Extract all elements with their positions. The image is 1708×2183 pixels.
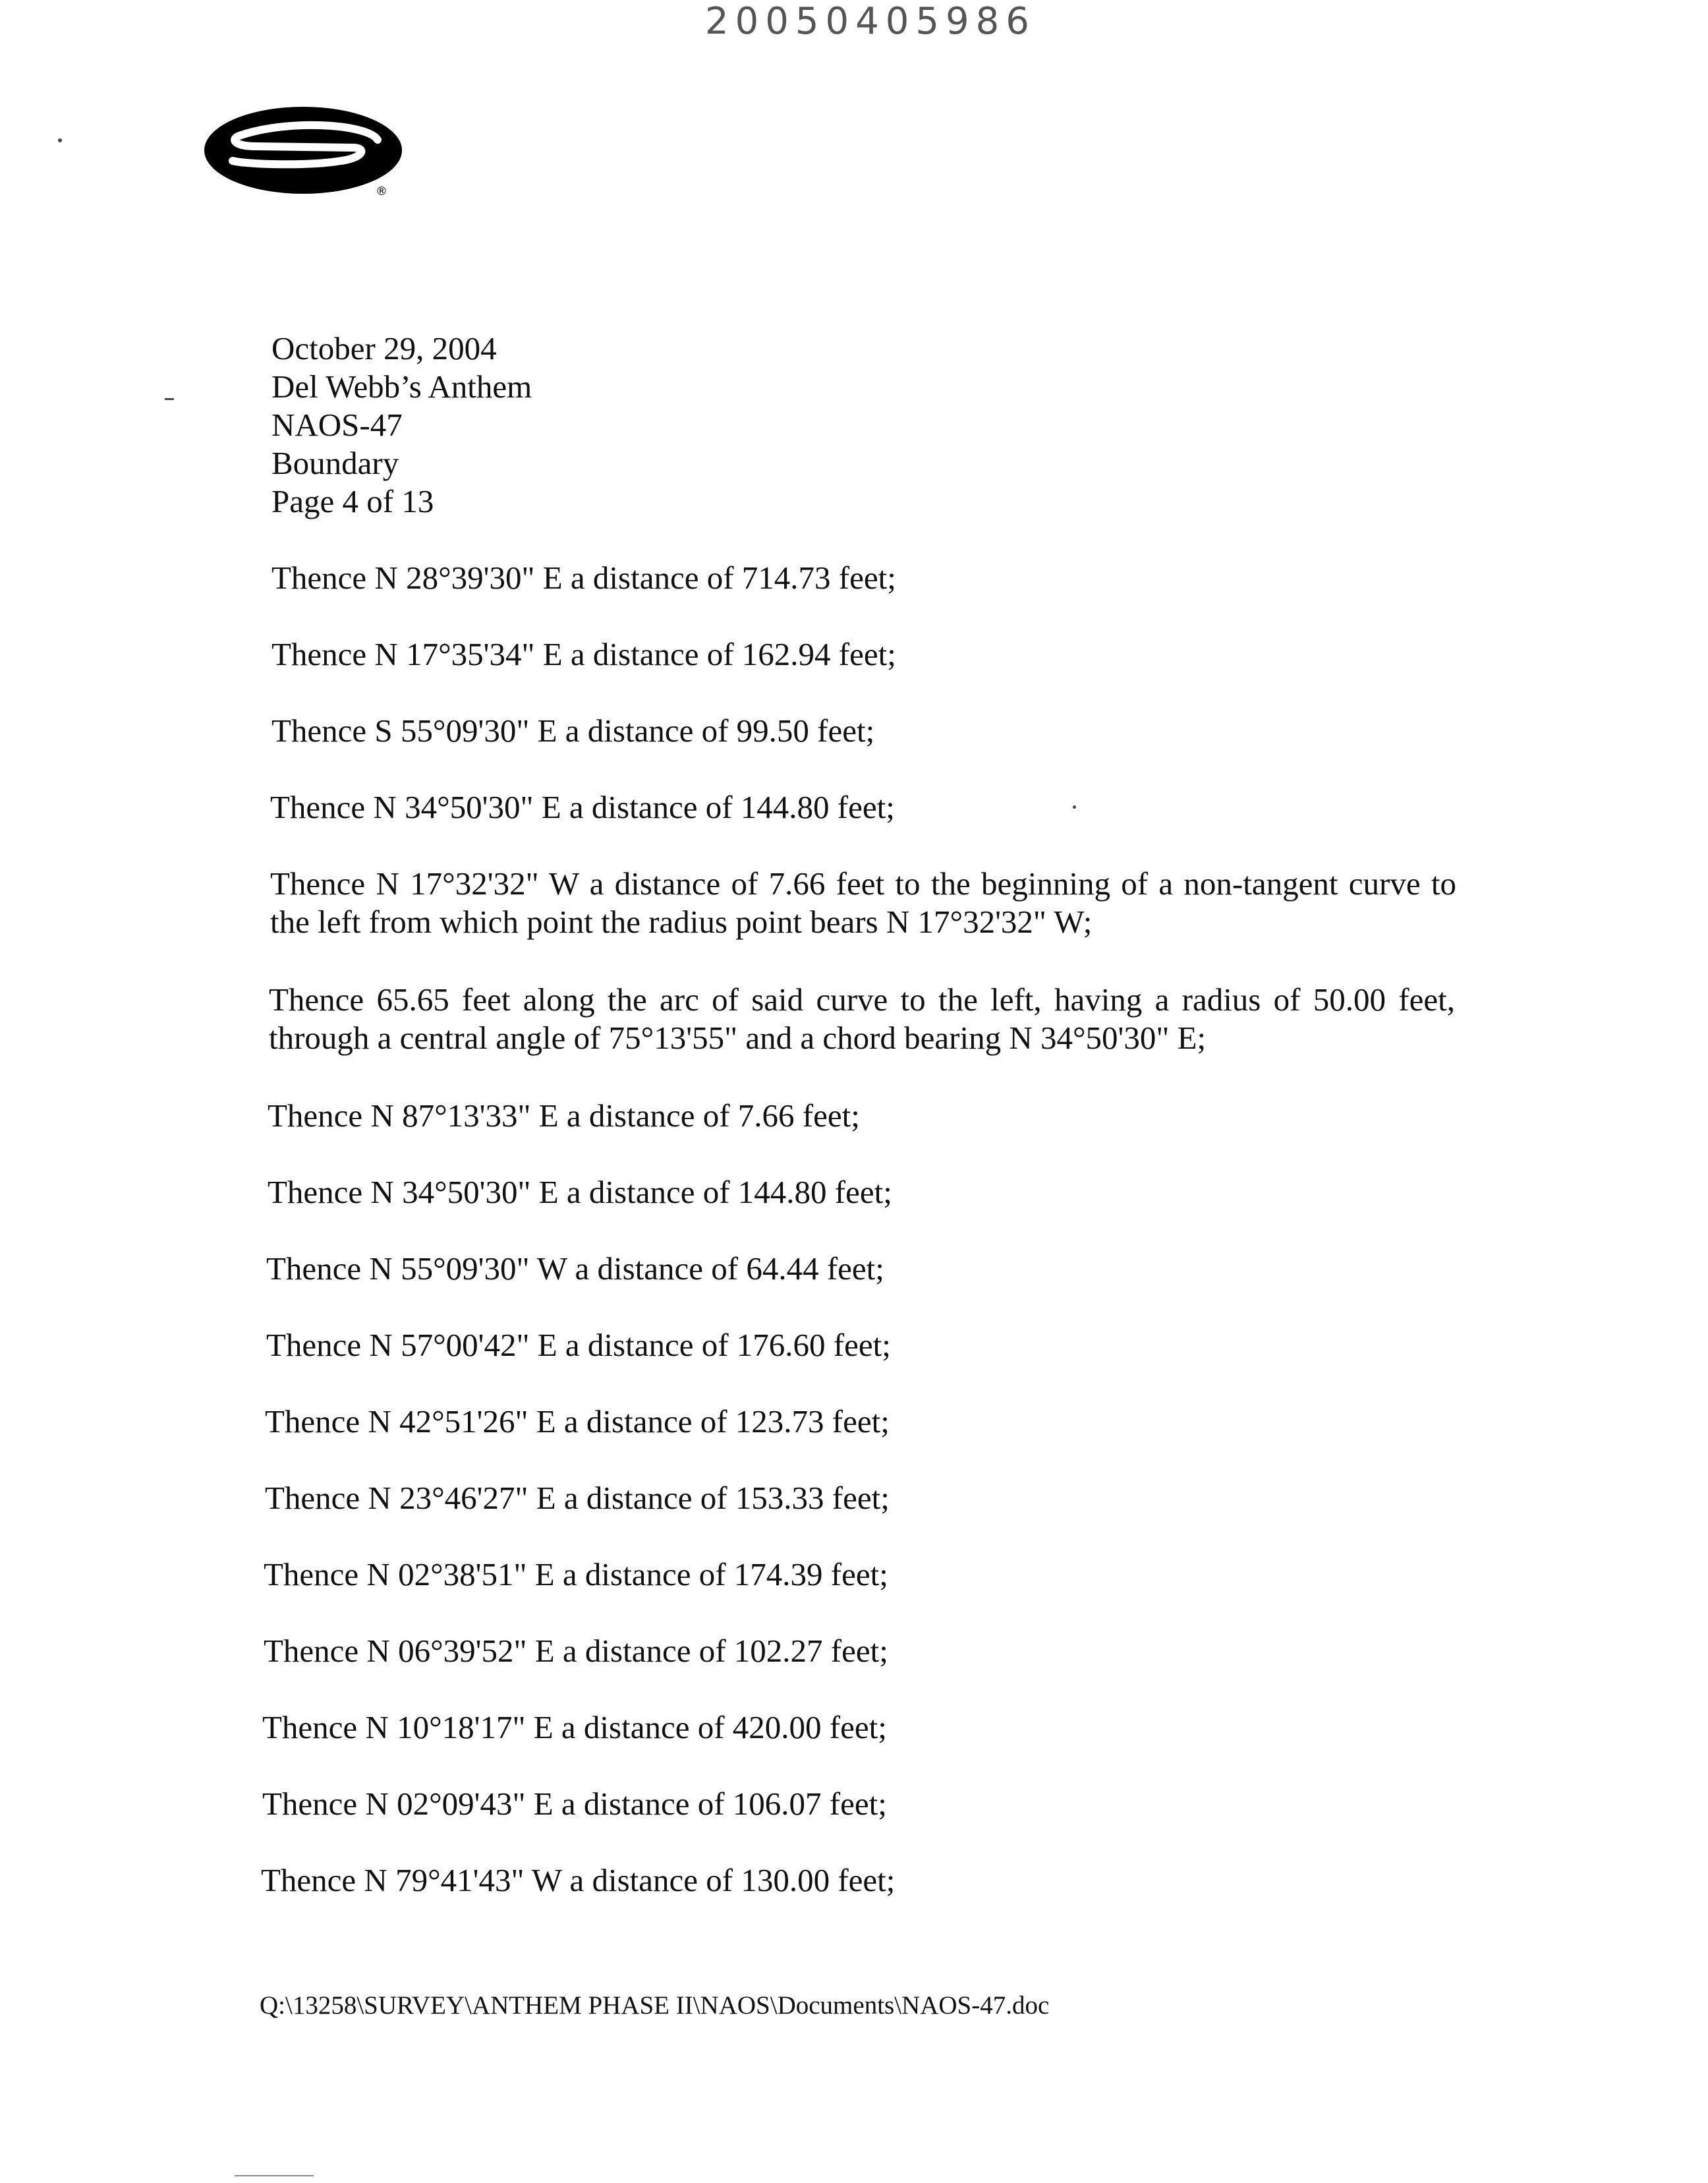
call-4: Thence N 34°50'30" E a distance of 144.80 feet;: [270, 789, 895, 825]
letter-header: [271, 330, 532, 521]
scan-speck: [165, 398, 174, 400]
call-5: Thence N 17°32'32" W a distance of 7.66 feet to the beginning of a non-tangent curve to the left from which point the radius point bears N 17°32'32" W;: [270, 865, 1456, 940]
call-10: Thence N 57°00'42" E a distance of 176.60 feet;: [266, 1327, 891, 1363]
header-parcel: NAOS-47: [271, 407, 403, 443]
company-s-logo-icon: [203, 105, 414, 204]
document-number: 20050405986: [705, 0, 1036, 43]
call-13: Thence N 02°38'51" E a distance of 174.39 feet;: [264, 1556, 888, 1592]
call-9: Thence N 55°09'30" W a distance of 64.44 feet;: [266, 1250, 884, 1287]
call-1: Thence N 28°39'30" E a distance of 714.73 feet;: [271, 560, 896, 596]
call-7: Thence N 87°13'33" E a distance of 7.66 feet;: [268, 1097, 860, 1134]
call-8: Thence N 34°50'30" E a distance of 144.80 feet;: [268, 1174, 892, 1210]
call-11: Thence N 42°51'26" E a distance of 123.73 feet;: [265, 1403, 890, 1440]
header-date: October 29, 2004: [271, 330, 497, 366]
call-15: Thence N 10°18'17" E a distance of 420.00 feet;: [262, 1709, 887, 1745]
call-12: Thence N 23°46'27" E a distance of 153.33 feet;: [265, 1480, 890, 1516]
scan-speck: [58, 138, 62, 142]
header-subject: Boundary: [271, 445, 399, 481]
call-6: Thence 65.65 feet along the arc of said curve to the left, having a radius of 50.00 feet, through a central angle of 75°13'55" and a chord bearing N 34°50'30" E;: [269, 981, 1455, 1056]
scan-speck: [1073, 805, 1076, 809]
registered-mark: ®: [376, 185, 387, 198]
company-logo: [203, 105, 414, 204]
call-2: Thence N 17°35'34" E a distance of 162.94 feet;: [271, 636, 896, 672]
call-17: Thence N 79°41'43" W a distance of 130.00 feet;: [261, 1862, 896, 1898]
call-16: Thence N 02°09'43" E a distance of 106.07 feet;: [262, 1786, 887, 1822]
header-page: Page 4 of 13: [271, 483, 434, 519]
scan-speck: [235, 2175, 314, 2176]
call-14: Thence N 06°39'52" E a distance of 102.27 feet;: [264, 1633, 888, 1669]
footer-file-path: Q:\13258\SURVEY\ANTHEM PHASE II\NAOS\Documents\NAOS-47.doc: [260, 1991, 1050, 2020]
header-project: Del Webb’s Anthem: [271, 368, 532, 405]
call-3: Thence S 55°09'30" E a distance of 99.50 feet;: [271, 713, 875, 749]
